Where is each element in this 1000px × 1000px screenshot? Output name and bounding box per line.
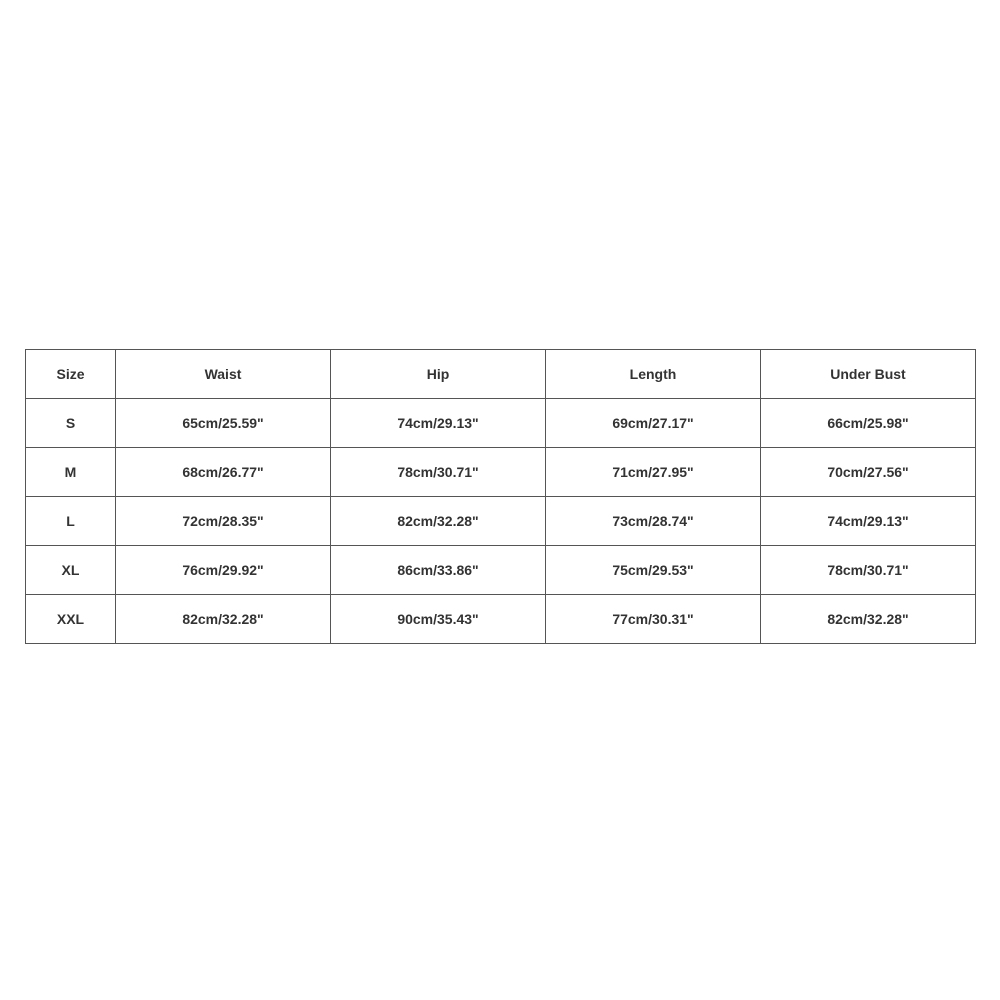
header-length: Length (546, 350, 761, 399)
table-row (26, 595, 976, 644)
size-cell: M (26, 448, 116, 497)
size-cell: L (26, 497, 116, 546)
hip-cell: 74cm/29.13" (331, 399, 546, 448)
size-chart-table (25, 349, 976, 644)
length-cell: 73cm/28.74" (546, 497, 761, 546)
header-waist: Waist (116, 350, 331, 399)
under-bust-cell: 70cm/27.56" (761, 448, 976, 497)
hip-cell: 82cm/32.28" (331, 497, 546, 546)
size-cell: XL (26, 546, 116, 595)
size-cell: XXL (26, 595, 116, 644)
under-bust-cell: 74cm/29.13" (761, 497, 976, 546)
table-row (26, 399, 976, 448)
waist-cell: 65cm/25.59" (116, 399, 331, 448)
under-bust-cell: 78cm/30.71" (761, 546, 976, 595)
hip-cell: 90cm/35.43" (331, 595, 546, 644)
header-under-bust: Under Bust (761, 350, 976, 399)
hip-cell: 86cm/33.86" (331, 546, 546, 595)
length-cell: 71cm/27.95" (546, 448, 761, 497)
header-hip: Hip (331, 350, 546, 399)
under-bust-cell: 66cm/25.98" (761, 399, 976, 448)
hip-cell: 78cm/30.71" (331, 448, 546, 497)
header-row (26, 350, 976, 399)
waist-cell: 76cm/29.92" (116, 546, 331, 595)
waist-cell: 82cm/32.28" (116, 595, 331, 644)
table-row (26, 497, 976, 546)
table-row (26, 448, 976, 497)
header-size: Size (26, 350, 116, 399)
waist-cell: 72cm/28.35" (116, 497, 331, 546)
length-cell: 69cm/27.17" (546, 399, 761, 448)
length-cell: 75cm/29.53" (546, 546, 761, 595)
waist-cell: 68cm/26.77" (116, 448, 331, 497)
size-cell: S (26, 399, 116, 448)
table-row (26, 546, 976, 595)
length-cell: 77cm/30.31" (546, 595, 761, 644)
under-bust-cell: 82cm/32.28" (761, 595, 976, 644)
